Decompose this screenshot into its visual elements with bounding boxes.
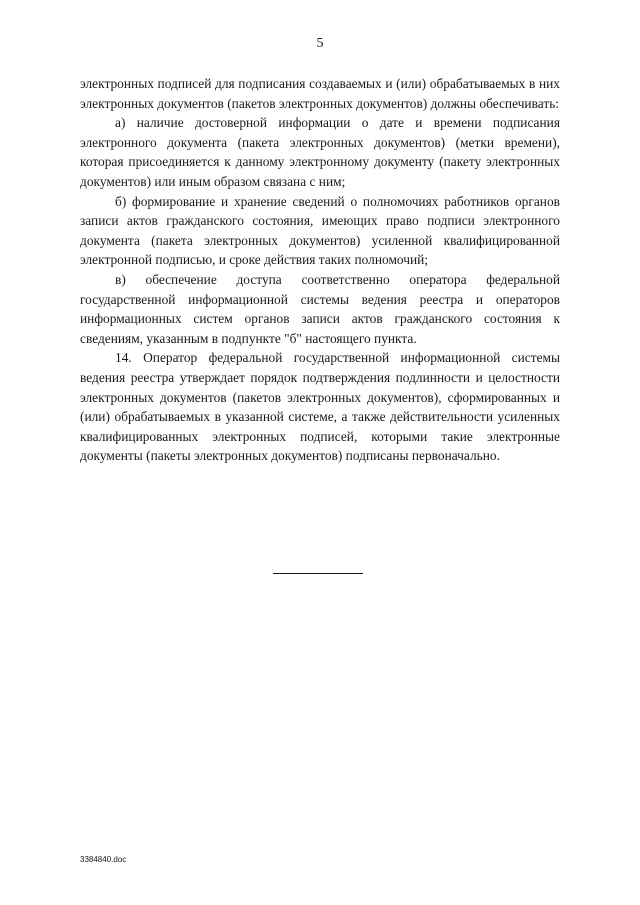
paragraph-item-a: а) наличие достоверной информации о дате и времени подписания электронного документа (пакета электронных документов) (метки времени), которая присоединяется к данному электронному документу (пакету электронных документов) или иным образом связана с ним;	[80, 115, 560, 189]
paragraph-continuation: электронных подписей для подписания создаваемых и (или) обрабатываемых в них электронных документов (пакетов электронных документов) должны обеспечивать:	[80, 76, 560, 111]
document-body	[80, 74, 560, 466]
footer-filename: 3384840.doc	[80, 855, 127, 864]
paragraph-item-b: б) формирование и хранение сведений о полномочиях работников органов записи актов гражданского состояния, имеющих право подписи электронного документа (пакета электронных документов) усиленной квалифицированной электронной подписью, и сроке действия таких полномочий;	[80, 193, 560, 268]
end-divider	[273, 573, 363, 574]
paragraph-clause-14: 14. Оператор федеральной государственной информационной системы ведения реестра утверждает порядок подтверждения подлинности и целостности электронных документов (пакетов электронных документов), сформированных и (или) обрабатываемых в указанной системе, а также действительности усиленных квалифицированных электронных подписей, которыми такие электронные документы (пакеты электронных документов) подписаны первоначально.	[80, 350, 560, 464]
page-number: 5	[316, 36, 324, 51]
paragraph-item-v: в) обеспечение доступа соответственно оператора федеральной государственной информационной системы ведения реестра и операторов информационных систем органов записи актов гражданского состояния к сведениям, указанным в подпункте "б" настоящего пункта.	[80, 271, 560, 346]
